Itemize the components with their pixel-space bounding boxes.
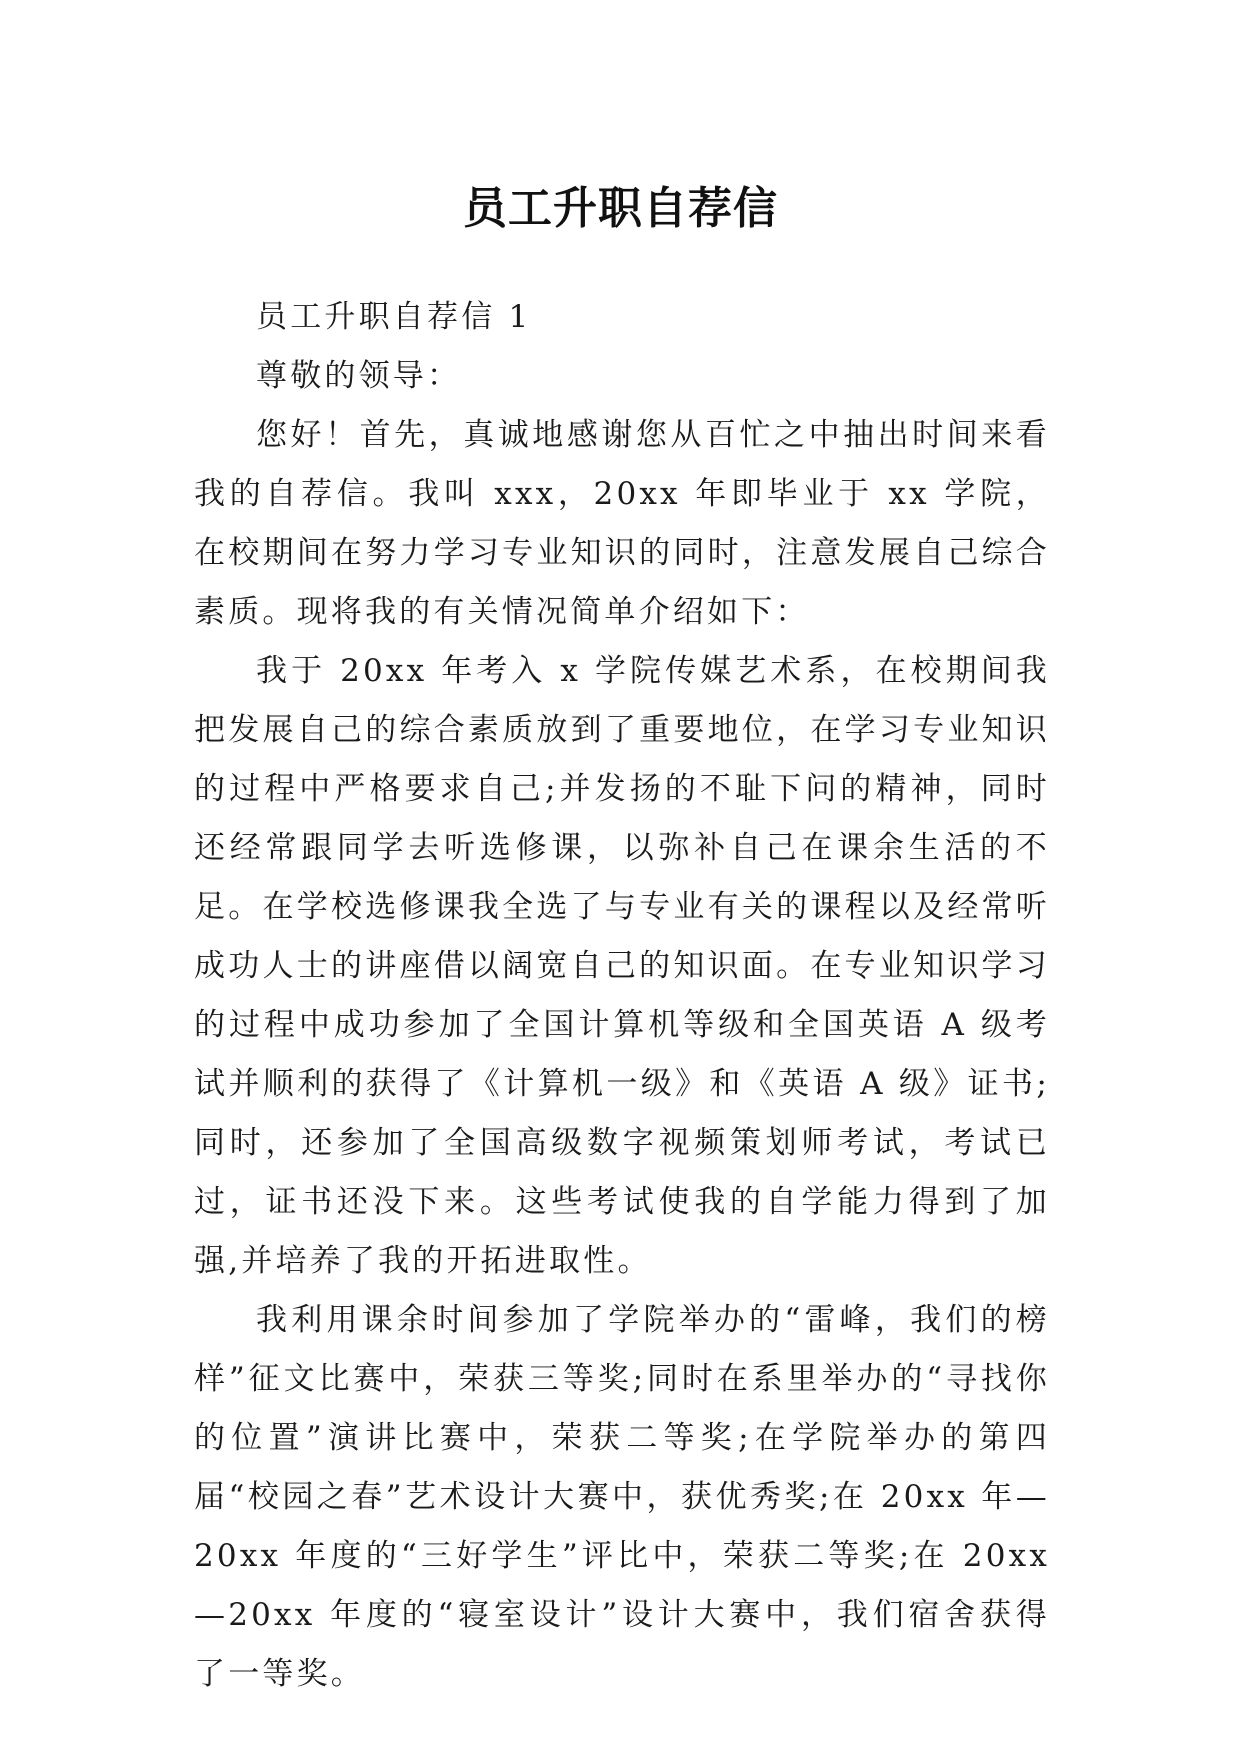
salutation: 尊敬的领导： [256,358,462,394]
letter-heading: 员工升职自荐信 1 [256,299,532,335]
paragraph-intro: 您好！首先，真诚地感谢您从百忙之中抽出时间来看我的自荐信。我叫 xxx，20xx 年即毕业于 xx 学院，在校期间在努力学习专业知识的同时，注意发展自己综合素质。现将我的有关情况简单介绍如下： [194,417,1050,630]
paragraph-education: 我于 20xx 年考入 x 学院传媒艺术系，在校期间我把发展自己的综合素质放到了重要地位，在学习专业知识的过程中严格要求自己;并发扬的不耻下问的精神，同时还经常跟同学去听选修课，以弥补自己在课余生活的不足。在学校选修课我全选了与专业有关的课程以及经常听成功人士的讲座借以阔宽自己的知识面。在专业知识学习的过程中成功参加了全国计算机等级和全国英语 A 级考试并顺利的获得了《计算机一级》和《英语 A 级》证书;同时，还参加了全国高级数字视频策划师考试，考试已过，证书还没下来。这些考试使我的自学能力得到了加强,并培养了我的开拓进取性。 [194,653,1050,1279]
paragraph-awards: 我利用课余时间参加了学院举办的“雷峰，我们的榜样”征文比赛中，荣获三等奖;同时在系里举办的“寻找你的位置”演讲比赛中，荣获二等奖;在学院举办的第四届“校园之春”艺术设计大赛中，获优秀奖;在 20xx 年—20xx 年度的“三好学生”评比中，荣获二等奖;在 20xx—20xx 年度的“寝室设计”设计大赛中，我们宿舍获得了一等奖。 [194,1302,1050,1692]
document-body [194,288,1050,1704]
document-title: 员工升职自荐信 [463,183,778,235]
